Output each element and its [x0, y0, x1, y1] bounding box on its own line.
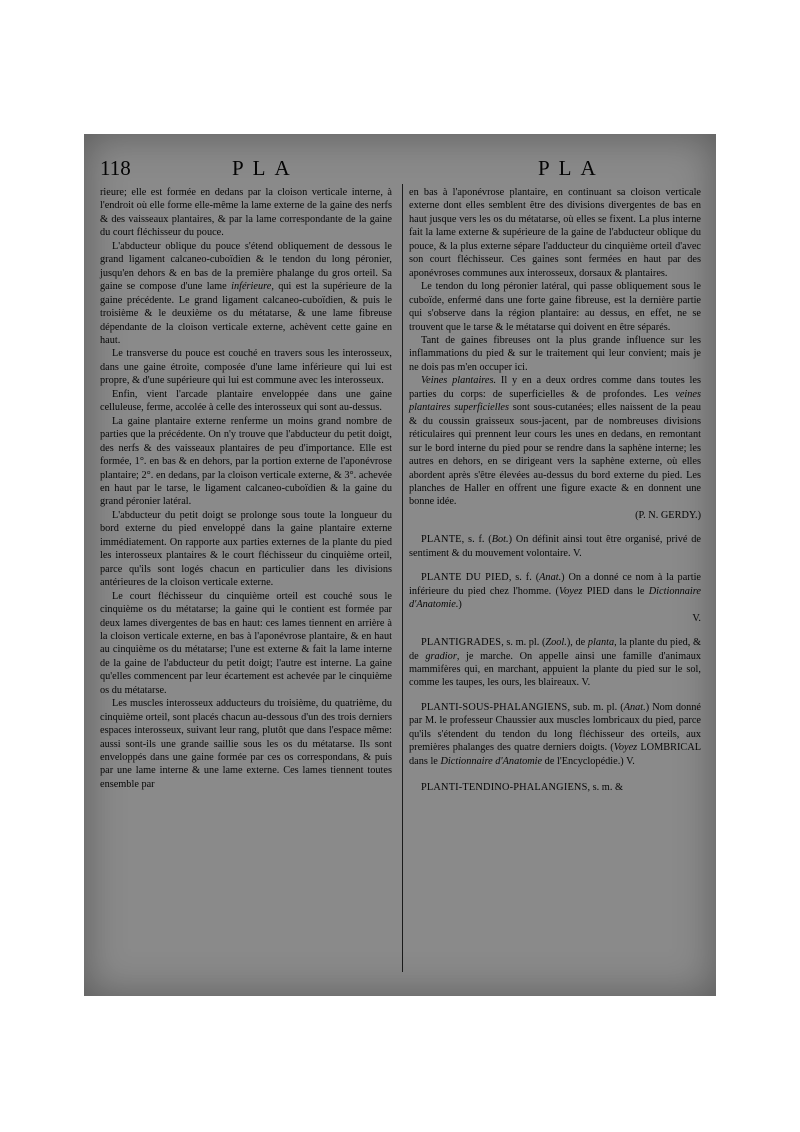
dictionary-entry-planti-tendino-phalangiens: PLANTI-TENDINO-PHALANGIENS, s. m. &: [421, 782, 623, 794]
paragraph: Veines plantaires. Il y en a deux ordres comme dans toutes les parties du corps: de superficielles & de profondes. Les veines plantaires superficielles sont sous-cutanées; elles naissent de la peau & du coussin graisseux sous-jacent, par de nombreuses divisions réticulaires qui prennent leur cours les unes en dedans, en remontant sur le bord interne du pied pour se rendre dans la saphène interne; les autres en dehors, en se dirigeant vers la saphène externe, où elles abordent après s'être élevées au-dessus du bord externe du pied. Les planches de Haller en offrent une figure exacte & en donnent une bonne idée.: [409, 375, 701, 508]
paragraph: Tant de gaines fibreuses ont la plus grande influence sur les inflammations du pied & sur le traitement qui leur convient; mais je ne dois pas m'en occuper ici.: [409, 334, 701, 373]
column-divider: [402, 184, 403, 972]
dictionary-entry-planti-sous-phalangiens: PLANTI-SOUS-PHALANGIENS, sub. m. pl. (Anat.) Nom donné par M. le professeur Chaussier aux muscles lombricaux du pied, parce qu'ils s'étendent du tendon du long fléchisseur des orteils, aux premières phalanges des quatre derniers doigts. (Voyez LOMBRICAL dans le Dictionnaire d'Anatomie de l'Encyclopédie.) V.: [409, 701, 701, 767]
entry-signature: V.: [692, 612, 701, 624]
dictionary-entry-plante: PLANTE, s. f. (Bot.) On définit ainsi tout être organisé, privé de sentiment & du mouvement volontaire. V.: [409, 534, 702, 559]
paragraph: Enfin, vient l'arcade plantaire enveloppée dans une gaine celluleuse, ferme, accolée à celle des interosseux qui sont au-dessus.: [100, 388, 392, 414]
left-column: [100, 186, 392, 791]
running-header: [84, 156, 716, 184]
paragraph: rieure; elle est formée en dedans par la cloison verticale interne, à l'endroit où elle forme elle-même la lame externe de la gaine des nerfs & des vaisseaux plantaires, & par la lame correspondante de la gaine du court fléchisseur du pouce.: [100, 187, 392, 239]
dictionary-entry-plantigrades: PLANTIGRADES, s. m. pl. (Zool.), de planta, la plante du pied, & de gradior, je marche. On appelle ainsi une famille d'animaux mammifères qui, en marchant, appuient la plante du pied sur le sol, comme les taupes, les ours, les blaireaux. V.: [409, 637, 701, 689]
author-signature: (P. N. GERDY.): [635, 509, 701, 521]
paragraph: L'abducteur oblique du pouce s'étend obliquement de dessous le grand ligament calcaneo-cuboïdien & le tendon du long péronier, jusqu'en dehors & en bas de la première phalange du gros orteil. Sa gaine se compose d'une lame inférieure, qui est la supérieure de la gaine précédente. Le grand ligament calcaneo-cuboïdien, & puis le troisième & le deuxième os du métatarse, & une lame fibreuse dépendante de la cloison verticale externe, achèvent cette gaine en haut.: [100, 240, 393, 346]
document-page: [84, 134, 716, 996]
page-number: 118: [100, 156, 131, 180]
paragraph: Le court fléchisseur du cinquième orteil est couché sous le cinquième os du métatarse; la gaine qui le contient est formée par deux lames divergentes de bas en haut: ces lames tiennent en arrière à la cloison verticale externe, en bas à l'aponévrose plantaire, & en haut au cinquième os du métatarse; l'une est externe & fait la lame interne de la gaine de l'abducteur du petit doigt; l'autre est interne. La gaine qu'elles commencent par leur écartement est achevée par le cinquième os du métatarse.: [100, 590, 392, 696]
paragraph: Les muscles interosseux adducteurs du troisième, du quatrième, du cinquième orteil, sont placés chacun au-dessous d'un des trois derniers espaces interosseux, suivant leur rang, plutôt que dans l'espace même: aussi sont-ils une grande saillie sous les os du métatarse. Ils sont enveloppés dans une gaine formée par ces os correspondans, & puis par une lame interne & une lame externe. Ces lames tiennent toutes ensemble par: [100, 698, 392, 790]
right-column: [409, 186, 701, 795]
running-head-right: PLA: [538, 156, 605, 180]
paragraph: L'abducteur du petit doigt se prolonge sous toute la longueur du bord externe du pied enveloppé dans la gaine plantaire externe immédiatement. On rapporte aux parties externes de la plante du pied les interosseux plantaires & le court fléchisseur du cinquième orteil, parce qu'ils sont logés chacun en particulier dans les divisions antérieures de la cloison verticale externe.: [100, 509, 392, 589]
paragraph: Le transverse du pouce est couché en travers sous les interosseux, dans une gaine étroite, composée d'une lame inférieure qui lui est propre, & d'une supérieure qui lui est commune avec les interosseux.: [100, 348, 392, 387]
dictionary-entry-plante-du-pied: PLANTE DU PIED, s. f. (Anat.) On a donné ce nom à la partie inférieure du pied chez l'homme. (Voyez PIED dans le Dictionnaire d'Anatomie.): [409, 572, 702, 611]
paragraph: Le tendon du long péronier latéral, qui passe obliquement sous le cuboïde, enfermé dans une forte gaine fibreuse, est la dernière partie qui s'observe dans la région plantaire: au dessus, en effet, ne se trouvent que le tarse & le métatarse qui doivent en être séparés.: [409, 281, 701, 333]
running-head-left: PLA: [232, 156, 299, 180]
paragraph: La gaine plantaire externe renferme un moins grand nombre de parties que la précédente. On n'y trouve que l'abducteur du petit doigt, des nerfs & des vaisseaux plantaires de peu d'importance. Elle est formée, 1°. en bas & en dehors, par la portion externe de l'aponévrose plantaire; 2°. en dedans, par la cloison verticale externe, & 3°. achevée en haut par le tarse, le ligament calcaneo-cuboïdien & la gaine du grand péronier latéral.: [100, 415, 392, 508]
paragraph: en bas à l'aponévrose plantaire, en continuant sa cloison verticale externe dont elles semblent être des divisions divergentes de bas en haut jusque vers les os du métatarse, où elles se fixent. La plus interne fait la lame externe & supérieure de la gaine de l'abducteur oblique du pouce, & la plus externe sépare l'adducteur du cinquième orteil d'avec son court fléchisseur. Ces gaines sont fermées en haut par des aponévroses communes aux interosseux, dorsaux & plantaires.: [409, 187, 701, 279]
